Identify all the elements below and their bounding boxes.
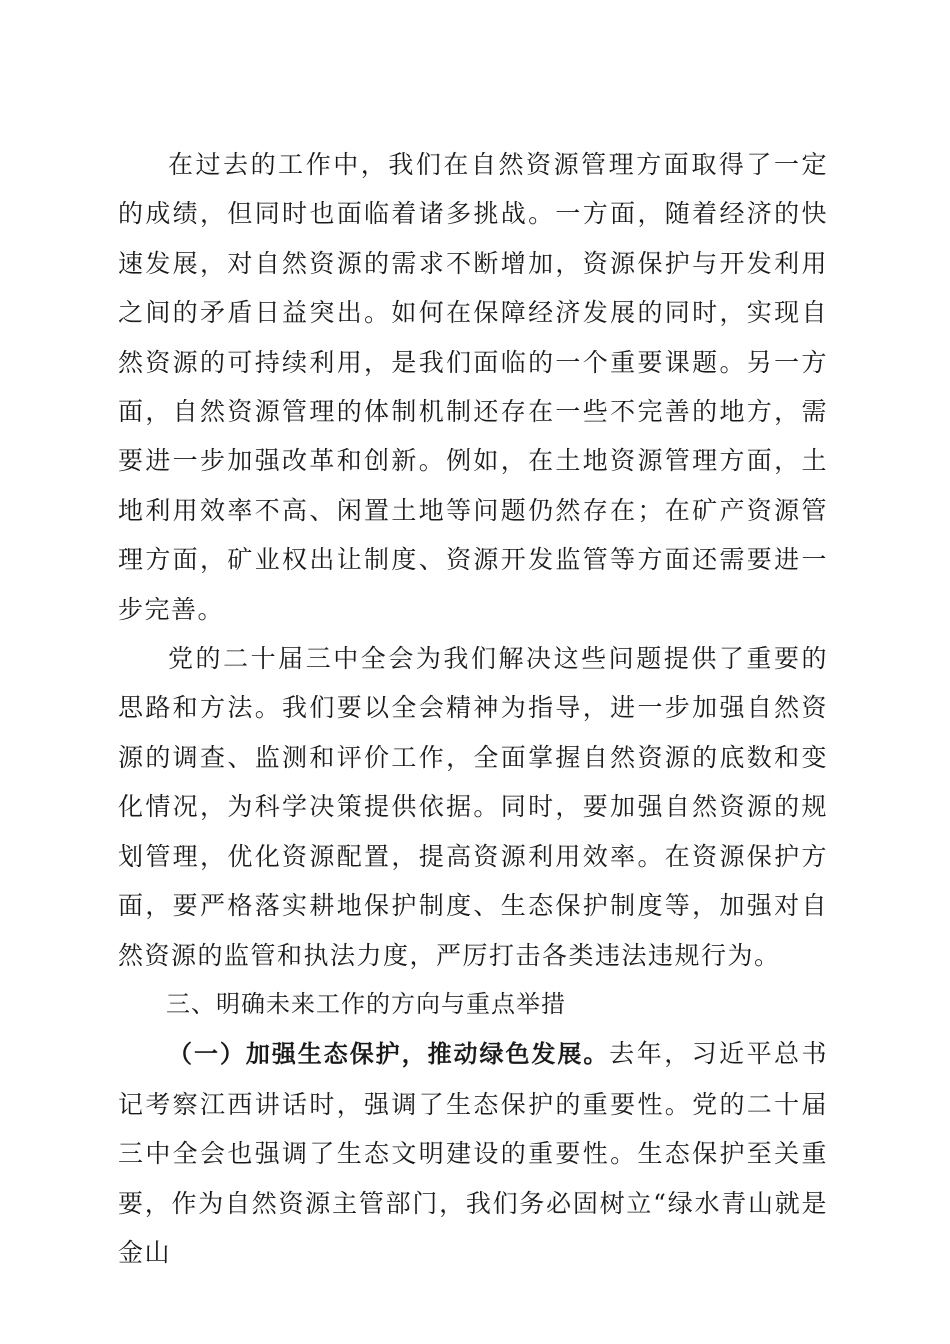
section-heading: 三、明确未来工作的方向与重点举措 — [166, 989, 566, 1018]
paragraph-challenges: 在过去的工作中，我们在自然资源管理方面取得了一定的成绩，但同时也面临着诸多挑战。一方面，随着经济的快速发展，对自然资源的需求不断增加，资源保护与开发利用之间的矛盾日益突出。如何在保障经济发展的同时，实现自然资源的可持续利用，是我们面临的一个重要课题。另一方面，自然资源管理的体制机制还存在一些不完善的地方，需要进一步加强改革和创新。例如，在土地资源管理方面，土地利用效率不高、闲置土地等问题仍然存在；在矿产资源管理方面，矿业权出让制度、资源开发监管等方面还需要进一步完善。 — [118, 150, 828, 624]
subsection-lead: （一）加强生态保护，推动绿色发展。 — [168, 1040, 610, 1069]
paragraph-ecological-protection — [118, 1029, 828, 1277]
paragraph-plenum-guidance: 党的二十届三中全会为我们解决这些问题提供了重要的思路和方法。我们要以全会精神为指导，进一步加强自然资源的调查、监测和评价工作，全面掌握自然资源的底数和变化情况，为科学决策提供依据。同时，要加强自然资源的规划管理，优化资源配置，提高资源利用效率。在资源保护方面，要严格落实耕地保护制度、生态保护制度等，加强对自然资源的监管和执法力度，严厉打击各类违法违规行为。 — [118, 644, 828, 970]
document-body — [118, 140, 828, 1277]
paragraph-body: 去年，习近平总书记考察江西讲话时，强调了生态保护的重要性。党的二十届三中全会也强调了生态文明建设的重要性。生态保护至关重要，作为自然资源主管部门，我们务必固树立“绿水青山就是金山 — [118, 1039, 828, 1267]
